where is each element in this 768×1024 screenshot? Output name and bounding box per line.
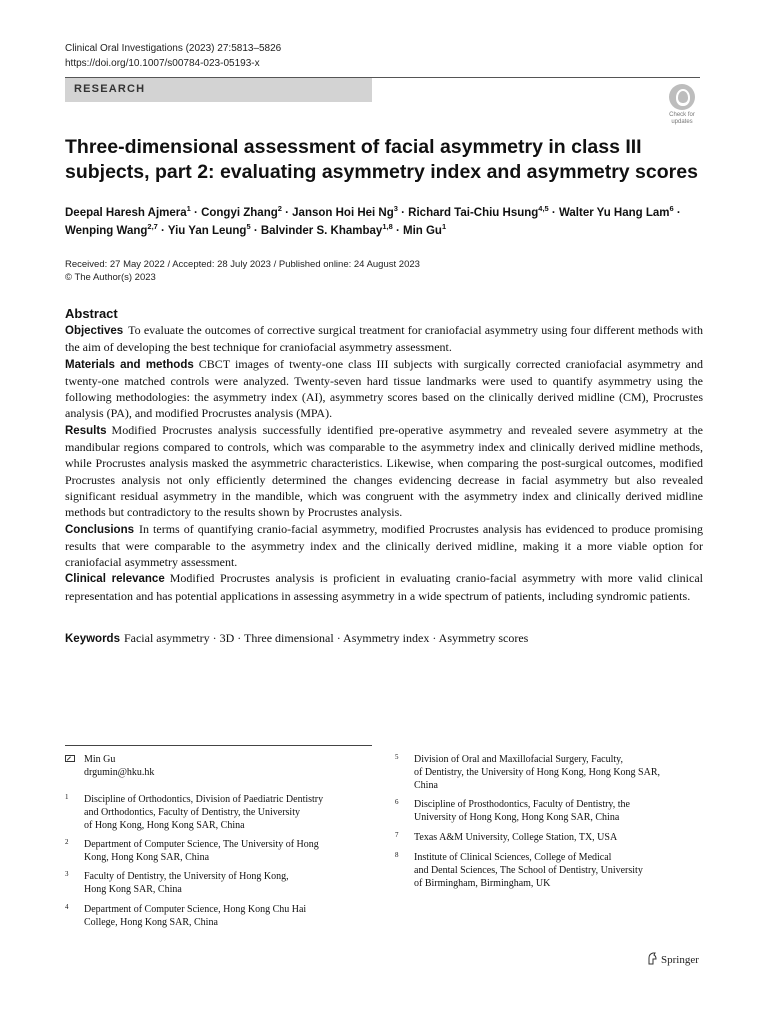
author-name[interactable]: Walter Yu Hang Lam: [558, 207, 670, 219]
author-affiliation-mark: 1,8: [382, 222, 393, 231]
affiliation-number: 2: [65, 838, 69, 846]
publication-dates: [65, 258, 420, 284]
abstract-heading: Abstract: [65, 306, 118, 321]
abstract-body: [65, 322, 703, 604]
author-name[interactable]: Richard Tai-Chiu Hsung: [408, 207, 539, 219]
abstract-clinical-relevance: Clinical relevance Modified Procrustes analysis is proficient in evaluating cranio-facial asymmetry with more valid clinical representation and has potential applications in assessing asymmetry in a wide spectrum of patients, including syndromic patients.: [65, 571, 703, 603]
copyright: © The Author(s) 2023: [65, 272, 156, 283]
affiliation-line: China: [414, 780, 438, 791]
keywords: Keywords Facial asymmetry · 3D · Three dimensional · Asymmetry index · Asymmetry scores: [65, 631, 529, 645]
abstract-objectives: Objectives To evaluate the outcomes of corrective surgical treatment for craniofacial asymmetry using four different methods with the aim of developing the best technique for craniofacial asymmetry assessment.: [65, 323, 703, 355]
journal-citation: Clinical Oral Investigations (2023) 27:5813–5826: [65, 43, 282, 54]
affiliation-number: 1: [65, 793, 69, 801]
affiliation-line: University of Hong Kong, Hong Kong SAR, China: [414, 812, 620, 823]
affiliation-line: Department of Computer Science, The University of Hong: [84, 839, 319, 850]
corresponding-author: Min Gu drgumin@hku.hk: [84, 754, 155, 778]
abstract-methods: Materials and methods CBCT images of twenty-one class III subjects with surgically corrected craniofacial asymmetry and twenty-one matched controls were analyzed. Twenty-seven hard tissue landmarks were used to quantify asymmetry using the following methodologies: the asymmetry index (AI), asymmetry scores based on the clinically derived midline (CM), Procrustes analysis (PA), and modified Procrustes analysis (MPA).: [65, 356, 703, 421]
author-affiliation-mark: 2,7: [147, 222, 158, 231]
author-name[interactable]: Balvinder S. Khambay: [260, 225, 383, 237]
affiliation-line: of Birmingham, Birmingham, UK: [414, 878, 551, 889]
affiliation-line: and Orthodontics, Faculty of Dentistry, the University: [84, 807, 300, 818]
author-affiliation-mark: 5: [246, 222, 251, 231]
check-for-updates-button[interactable]: [662, 84, 702, 124]
author-affiliation-mark: 6: [669, 204, 674, 213]
affiliation-line: and Dental Sciences, The School of Dentistry, University: [414, 865, 643, 876]
affiliation-line: Institute of Clinical Sciences, College of Medical: [414, 852, 612, 863]
affiliation-number: 7: [395, 831, 399, 839]
author-name[interactable]: Wenping Wang: [65, 225, 148, 237]
author-name[interactable]: Yiu Yan Leung: [167, 225, 247, 237]
affiliation-number: 3: [65, 870, 69, 878]
author-affiliation-mark: 4,5: [538, 204, 549, 213]
affiliation-number: 5: [395, 753, 399, 761]
author-list: Deepal Haresh Ajmera$^1$ · Congyi Zhang$^2$ · Janson Hoi Hei $Ng^3$ · Richard Tai-Chiu Hsung$^{4,5}$ · Walter Yu Hang Lam$^6$ · Wenping Wang$^{2,7}$ · Yiu Yan Leung$^5$ · Balvinder S. Khambay$^{1,8}$ · Min Gu$^1$: [65, 204, 681, 237]
affiliation-line: Discipline of Prosthodontics, Faculty of Dentistry, the: [414, 799, 630, 810]
affiliation-number: 8: [395, 851, 399, 859]
author-name[interactable]: Deepal Haresh Ajmera: [65, 207, 187, 219]
abstract-conclusions: Conclusions In terms of quantifying cranio-facial asymmetry, modified Procrustes analysis has evidenced to produce promising results that were comparable to the asymmetry index and the clinically derived midline, making it a more viable option for craniofacial asymmetry assessment.: [65, 521, 703, 570]
author-affiliation-mark: 3: [393, 204, 398, 213]
doi-link[interactable]: https://doi.org/10.1007/s00784-023-05193-x: [65, 58, 260, 69]
affiliation-number: 6: [395, 798, 399, 806]
section-banner: [65, 78, 372, 102]
author-name[interactable]: Congyi Zhang: [201, 207, 278, 219]
corresponding-email[interactable]: drgumin@hku.hk: [84, 767, 155, 778]
section-label: RESEARCH: [74, 83, 146, 95]
affiliation-line: Hong Kong SAR, China: [84, 884, 182, 895]
affiliation-line: College, Hong Kong SAR, China: [84, 917, 218, 928]
author-name[interactable]: Janson Hoi Hei Ng: [292, 207, 394, 219]
check-updates-text: Check for updates: [669, 112, 695, 125]
affiliation-line: of Dentistry, the University of Hong Kong, Hong Kong SAR,: [414, 767, 661, 778]
author-affiliation-mark: 1: [186, 204, 191, 213]
affiliation-line: Department of Computer Science, Hong Kong Chu Hai: [84, 904, 307, 915]
author-affiliation-mark: 2: [277, 204, 282, 213]
affiliation-line: Texas A&M University, College Station, TX, USA: [414, 832, 618, 843]
footnote-rule: [65, 745, 372, 746]
abstract-results: Results Modified Procrustes analysis successfully identified pre-operative asymmetry and revealed severe asymmetry at the mandibular regions compared to controls, which was comparable to the asymmetry index and clinically derived midline methods, while Procrustes analysis masked the asymmetric characteristics. Likewise, when comparing the post-surgical outcomes, modified Procrustes analysis not only efficiently determined the changes evidencing decrease in facial asymmetry but also revealed significant residual asymmetry in the mandible, which was congruent with the asymmetry index and clinically derived midline methods but contradictory to the results shown by Procrustes analysis.: [65, 422, 703, 520]
publisher-logo: Springer: [646, 952, 699, 966]
affiliation-line: Kong, Hong Kong SAR, China: [84, 852, 210, 863]
check-updates-icon: [669, 84, 695, 110]
history-dates: Received: 27 May 2022 / Accepted: 28 July 2023 / Published online: 24 August 2023: [65, 259, 420, 270]
affiliation-line: Discipline of Orthodontics, Division of Paediatric Dentistry: [84, 794, 324, 805]
author-name[interactable]: Min Gu: [402, 225, 442, 237]
springer-horse-icon: [646, 952, 658, 965]
affiliation-line: of Hong Kong, Hong Kong SAR, China: [84, 820, 245, 831]
article-title: Three-dimensional assessment of facial asymmetry in class III subjects, part 2: evaluating asymmetry index and asymmetry scores: [65, 136, 698, 183]
affiliation-line: Division of Oral and Maxillofacial Surgery, Faculty,: [414, 754, 624, 765]
envelope-icon: [65, 755, 75, 762]
journal-header: [65, 41, 281, 71]
affiliation-number: 4: [65, 903, 69, 911]
author-affiliation-mark: 1: [441, 222, 447, 231]
affiliation-line: Faculty of Dentistry, the University of Hong Kong,: [84, 871, 289, 882]
